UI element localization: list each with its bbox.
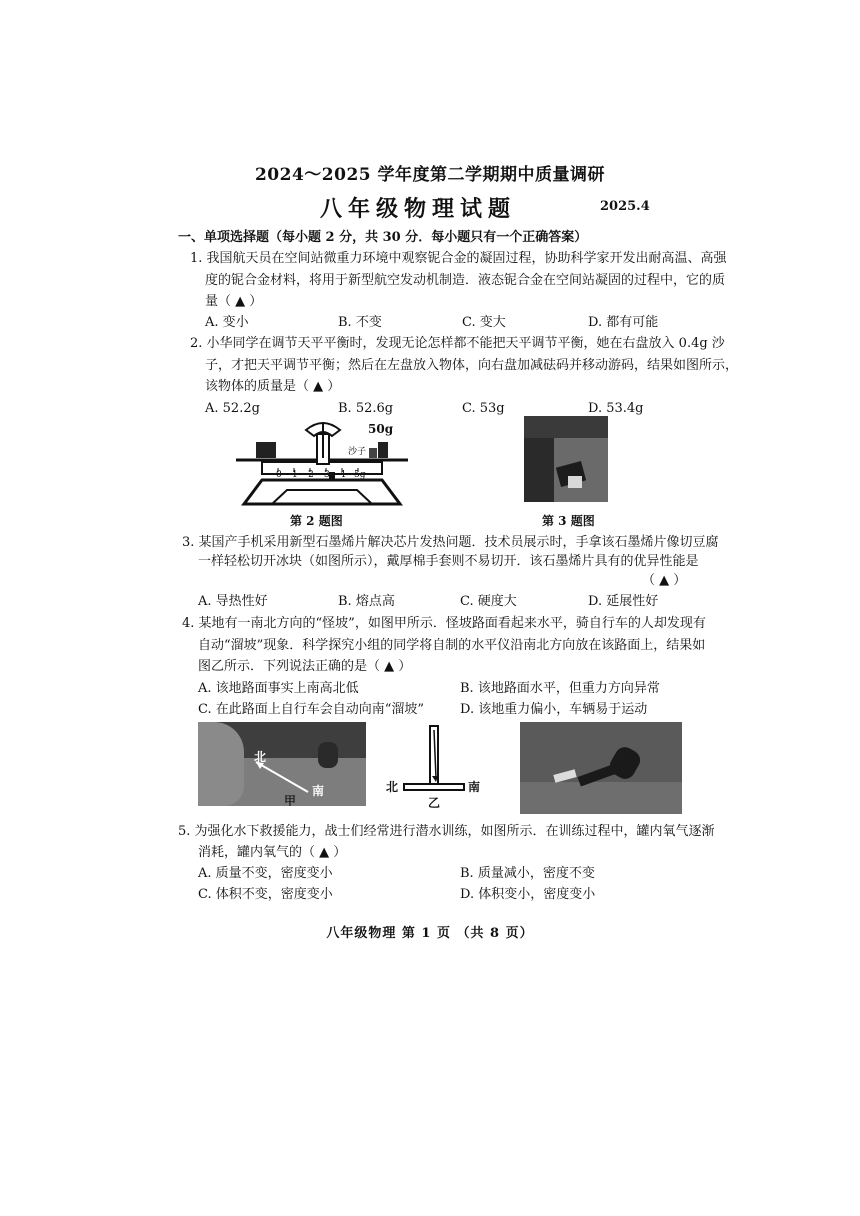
- sand-label: 沙子: [348, 447, 367, 457]
- q5-option-a: A. 质量不变，密度变小: [198, 866, 333, 881]
- q4-line3: 图乙所示．下列说法正确的是（ ▲ ）: [198, 659, 412, 674]
- exam-subtitle: 八年级物理试题: [320, 196, 517, 222]
- q3-option-c: C. 硬度大: [460, 594, 517, 609]
- q2-line1: 2. 小华同学在调节天平平衡时，发现无论怎样都不能把天平调节平衡，她在右盘放入 0.4g 沙: [190, 336, 725, 351]
- q1-option-d: D. 都有可能: [588, 315, 659, 330]
- direction-arrow: [198, 722, 366, 806]
- scale-tick-0: 0: [276, 470, 282, 480]
- scale-tick-3: 3: [324, 470, 330, 480]
- road-photo-jia: [198, 722, 366, 806]
- page-footer: 八年级物理 第 1 页 （共 8 页）: [326, 926, 534, 941]
- q4-line2: 自动“溜坡”现象．科学探究小组的同学将自制的水平仪沿南北方向放在该路面上，结果如: [198, 638, 706, 653]
- exam-title: 2024～2025 学年度第二学期期中质量调研: [254, 165, 606, 185]
- q4-option-c: C. 在此路面上自行车会自动向南“溜坡”: [198, 702, 425, 717]
- q3-option-d: D. 延展性好: [588, 594, 659, 609]
- graphene-photo: [524, 416, 608, 502]
- q5-line1: 5. 为强化水下救援能力，战士们经常进行潜水训练，如图所示．在训练过程中，罐内氧气逐渐: [178, 824, 715, 839]
- scale-tick-1: 1: [292, 470, 298, 480]
- q3-line3: （ ▲ ）: [642, 573, 687, 588]
- section-heading: 一、单项选择题（每小题 2 分，共 30 分．每小题只有一个正确答案）: [178, 230, 588, 245]
- scale-tick-2: 2: [308, 470, 314, 480]
- q5-option-c: C. 体积不变，密度变小: [198, 887, 333, 902]
- scale-tick-4: 4: [340, 470, 346, 480]
- q1-line3: 量（ ▲ ）: [205, 294, 263, 309]
- q2-line3: 该物体的质量是（ ▲ ）: [205, 379, 341, 394]
- fig2-caption: 第 2 题图: [290, 514, 343, 528]
- q3-line2: 一样轻松切开冰块（如图所示），戴厚棉手套则不易切开．该石墨烯片具有的优异性能是: [198, 554, 699, 569]
- fig3-caption: 第 3 题图: [542, 514, 595, 528]
- fig-yi-label: 乙: [428, 796, 441, 810]
- q3-line1: 3. 某国产手机采用新型石墨烯片解决芯片发热问题．技术员展示时，手拿该石墨烯片像切豆腐: [182, 535, 719, 550]
- level-north-label: 北: [386, 780, 399, 794]
- q2-option-c: C. 53g: [462, 401, 505, 416]
- q1-line2: 度的铌合金材料，将用于新型航空发动机制造．液态铌合金在空间站凝固的过程中，它的质: [205, 273, 726, 288]
- q2-line2: 子，才把天平调节平衡；然后在左盘放入物体，向右盘加减砝码并移动游码，结果如图所示，: [205, 358, 739, 373]
- q1-option-c: C. 变大: [462, 315, 506, 330]
- road-north-label: 北: [254, 750, 267, 764]
- q5-line2: 消耗，罐内氧气的（ ▲ ）: [198, 845, 347, 860]
- q1-line1: 1. 我国航天员在空间站微重力环境中观察铌合金的凝固过程，协助科学家开发出耐高温、高强: [190, 251, 727, 266]
- q1-option-b: B. 不变: [338, 315, 382, 330]
- balance-figure: [232, 418, 412, 510]
- q3-option-a: A. 导热性好: [198, 594, 268, 609]
- q3-option-b: B. 熔点高: [338, 594, 395, 609]
- q2-option-d: D. 53.4g: [588, 401, 644, 416]
- q4-option-b: B. 该地路面水平，但重力方向异常: [460, 681, 660, 696]
- level-figure-yi: [380, 722, 490, 808]
- q2-option-b: B. 52.6g: [338, 401, 394, 416]
- weight-label: 50g: [368, 422, 394, 436]
- q2-option-a: A. 52.2g: [205, 401, 260, 416]
- level-south-label: 南: [468, 780, 481, 794]
- q4-option-a: A. 该地路面事实上南高北低: [198, 681, 359, 696]
- q4-line1: 4. 某地有一南北方向的“怪坡”，如图甲所示．怪坡路面看起来水平，骑自行车的人却发现有: [182, 616, 706, 631]
- scale-tick-5g: 5g: [354, 470, 366, 480]
- road-south-label: 南: [312, 784, 325, 798]
- q1-option-a: A. 变小: [205, 315, 249, 330]
- q5-option-b: B. 质量减小，密度不变: [460, 866, 595, 881]
- exam-date: 2025.4: [600, 199, 650, 214]
- diver-photo: [520, 722, 682, 814]
- q4-option-d: D. 该地重力偏小，车辆易于运动: [460, 702, 648, 717]
- fig-jia-label: 甲: [284, 794, 297, 806]
- q5-option-d: D. 体积变小，密度变小: [460, 887, 596, 902]
